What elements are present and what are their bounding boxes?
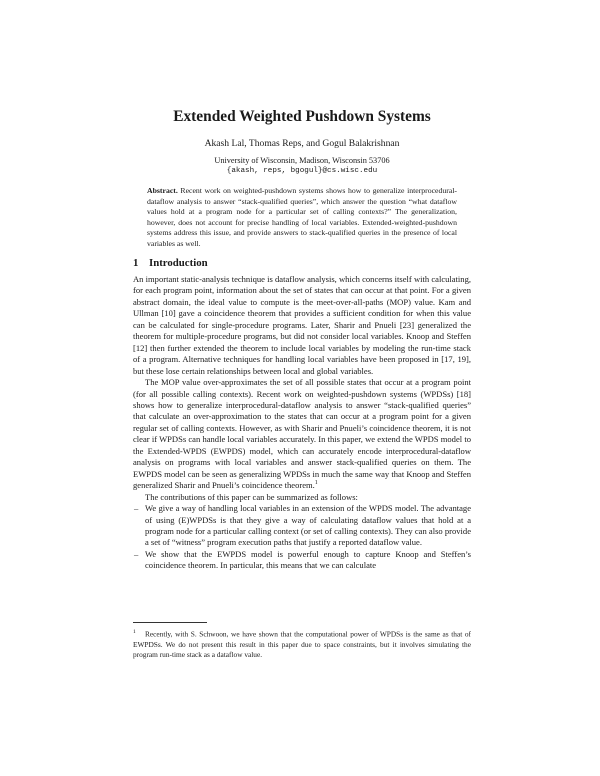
main-column [133,108,471,572]
affiliation: University of Wisconsin, Madison, Wisconsin 53706 [214,156,390,165]
author-emails: {akash, reps, bgogul}@cs.wisc.edu [226,167,378,175]
bullet-dash: – [134,503,139,514]
abstract-label: Abstract. [147,186,178,195]
bullet-dash: – [134,548,139,559]
list-item [133,549,471,572]
intro-paragraph-2 [133,377,471,492]
contribution-list [133,503,471,572]
list-item [133,503,471,549]
abstract [147,186,457,249]
footnote-mark: 1 [133,629,136,635]
author-list: Akash Lal, Thomas Reps, and Gogul Balakrishnan [204,138,400,149]
list-item-text: We give a way of handling local variables in an extension of the WPDS model. The advantage of using (E)WPDSs is that they give a way of calculating dataflow values that hold at a program node for a particular calling context (or set of calling contexts). They can also provide a set of “witness” program execution paths that justify a reported dataflow value. [145,503,471,548]
intro-paragraph-2-text: The MOP value over-approximates the set of all possible states that occur at a program point (for all possible calling contexts). Recent work on weighted-pushdown systems (WPDSs) [18] shows how to generalize interprocedural-dataflow analysis to answer “stack-qualified queries” that calculate an over-approximation to the states that can occur at a program point for a given regular set of calling contexts. However, as with Sharir and Pnueli’s coincidence theorem, it is not clear if WPDSs can handle local variables accurately. In this paper, we extend the WPDS model to the Extended-WPDS (EWPDS) model, which can accurately encode interprocedural-dataflow analysis on programs with local variables and answer stack-qualified queries on them. The EWPDS model can be seen as generalizing WPDSs in much the same way that Knoop and Steffen generalized Sharir and Pnueli’s coincidence theorem. [133,377,471,491]
footnote [133,627,471,660]
footnote-rule [133,622,207,623]
section-heading [133,257,471,269]
paper-title: Extended Weighted Pushdown Systems [173,108,431,125]
intro-paragraph-1: An important static-analysis technique is dataflow analysis, which concerns itself with calculating, for each program point, information about the set of states that can occur at that point. For a given abstract domain, the ideal value to compute is the meet-over-all-paths (MOP) value. Kam and Ullman [10] gave a coincidence theorem that provides a sufficient condition for when this value can be calculated for single-procedure programs. Later, Sharir and Pnueli [23] generalized the theorem for multiple-procedure programs, but did not consider local variables. Knoop and Steffen [12] then further extended the theorem to include local variables by modeling the run-time stack of a program. Alternative techniques for handling local variables have been proposed in [17, 19], but these lose certain relationships between local and global variables. [133,274,471,376]
intro-paragraph-3: The contributions of this paper can be summarized as follows: [145,491,358,502]
section-title: Introduction [149,257,208,269]
footnote-text: Recently, with S. Schwoon, we have shown that the computational power of WPDSs is the same as that of EWPDSs. We do not present this result in this paper due to space constraints, but it involves simulating the program run-time stack as a dataflow value. [133,629,471,660]
footnote-ref: 1 [314,480,318,487]
section-number: 1 [133,257,139,269]
abstract-text: Recent work on weighted-pushdown systems shows how to generalize interprocedural-dataflow analysis to answer “stack-qualified queries”, which answer the question “what dataflow values hold at a program node for a particular set of calling contexts?” The generalization, however, does not account for precise handling of local variables. Extended-weighted-pushdown systems address this issue, and provide answers to stack-qualified queries in the presence of local variables as well. [147,186,458,248]
list-item-text: We show that the EWPDS model is powerful enough to capture Knoop and Steffen’s coincidence theorem. In particular, this means that we can calculate [145,548,471,571]
